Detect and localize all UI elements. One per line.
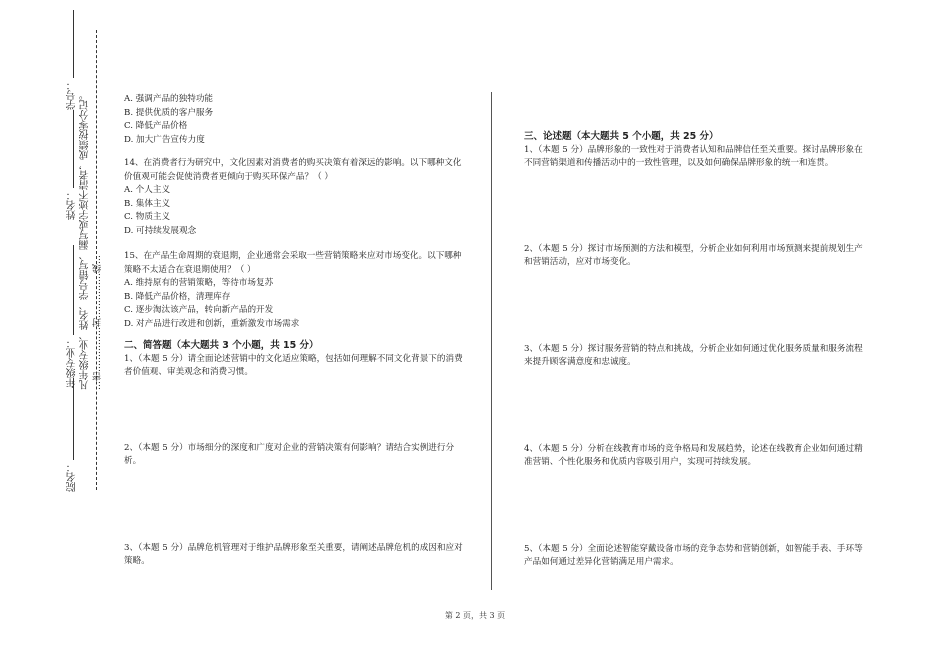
school-field-label: 院名： [67, 462, 78, 492]
section3-question-4: 4、（本题 5 分）分析在线教育市场的竞争格局和发展趋势，论述在线教育企业如何通过精准营销、个性化服务和优质内容吸引用户，实现可持续发展。 [524, 443, 863, 467]
seal-line-label: …密……………封……………线… [93, 255, 103, 390]
major-field-label: 年级专业： [67, 338, 78, 388]
q13-option-d: D. 加大广告宣传力度 [124, 134, 205, 145]
seal-dashed-line [96, 30, 97, 490]
q15-option-d: D. 对产品进行改进和创新，重新激发市场需求 [124, 318, 300, 329]
section2-question-1: 1、（本题 5 分）请全面论述营销中的文化适应策略，包括如何理解不同文化背景下的消费者价值观、审美观念和消费习惯。 [124, 353, 463, 377]
q15-option-c: C. 逐步淘汰该产品，转向新产品的开发 [124, 305, 274, 315]
section2-question-2: 2、（本题 5 分）市场细分的深度和广度对企业的营销决策有何影响？请结合实例进行分析。 [124, 442, 455, 466]
q14-option-c: C. 物质主义 [124, 212, 171, 222]
section3-title: 三、论述题（本大题共 5 个小题，共 25 分） [524, 131, 719, 142]
q15-option-b: B. 降低产品价格，清理库存 [124, 291, 231, 302]
school-underline [73, 378, 74, 460]
name-field-label: 姓名： [67, 190, 78, 220]
q15-option-a: A. 维持原有的营销策略，等待市场复苏 [124, 278, 274, 288]
q13-option-c: C. 降低产品价格 [124, 121, 188, 131]
q13-option-a: A. 强调产品的独特功能 [124, 94, 214, 104]
section3-question-1: 1、（本题 5 分）品牌形象的一致性对于消费者认知和品牌信任至关重要。探讨品牌形象在不同营销渠道和传播活动中的一致性管理，以及如何确保品牌形象的统一和连贯。 [524, 144, 863, 168]
q13-options [124, 93, 464, 147]
section2-title: 二、简答题（本大题共 3 个小题，共 15 分） [124, 340, 319, 351]
q13-option-b: B. 提供优质的客户服务 [124, 107, 214, 118]
q14-text: 14、在消费者行为研究中，文化因素对消费者的购买决策有着深远的影响。以下哪种文化价值观可能会促使消费者更倾向于购买环保产品？（ ） [124, 158, 462, 182]
section3-question-5: 5、（本题 5 分）全面论述智能穿戴设备市场的竞争态势和营销创新，如智能手表、手环等产品如何通过差异化营销满足用户需求。 [524, 543, 863, 567]
left-column [124, 93, 464, 569]
q15-text: 15、在产品生命周期的衰退期，企业通常会采取一些营销策略来应对市场变化。以下哪种策略不太适合在衰退期使用？（ ） [124, 251, 462, 275]
student-id-field-label: 学号： [67, 80, 78, 110]
q14-option-a: A. 个人主义 [124, 185, 171, 195]
q14-option-b: B. 集体主义 [124, 198, 171, 209]
name-underline [73, 110, 74, 188]
binding-notice: 凡年级专业、姓名、学号错写、漏写或字迹不清者，成绩按零分记。 [80, 90, 91, 390]
right-column [524, 130, 864, 570]
section2-question-3: 3、（本题 5 分）品牌危机管理对于维护品牌形象至关重要，请阐述品牌危机的成因和应对策略。 [124, 542, 463, 566]
section3-question-3: 3、（本题 5 分）探讨服务营销的特点和挑战，分析企业如何通过优化服务质量和服务流程来提升顾客满意度和忠诚度。 [524, 343, 863, 367]
student-id-underline [73, 10, 74, 78]
column-divider [491, 92, 492, 590]
section3-question-2: 2、（本题 5 分）探讨市场预测的方法和模型，分析企业如何利用市场预测来提前规划生产和营销活动，应对市场变化。 [524, 243, 863, 267]
page-number: 第 2 页，共 3 页 [444, 611, 506, 620]
q14-option-d: D. 可持续发展观念 [124, 225, 197, 236]
major-underline [73, 245, 74, 335]
